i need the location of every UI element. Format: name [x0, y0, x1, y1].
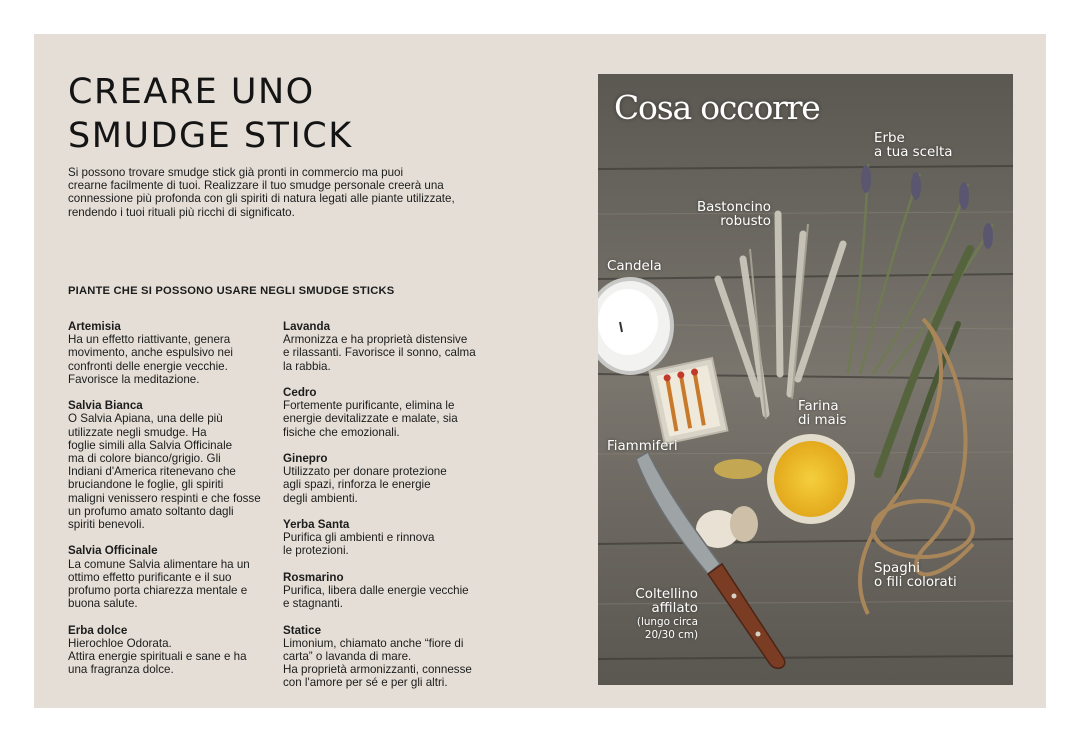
label-fiammiferi	[607, 440, 678, 454]
plant-description-line: Purifica gli ambienti e rinnova	[283, 531, 435, 545]
plant-description-line: Ha proprietà armonizzanti, connesse	[283, 663, 472, 677]
label-spaghi	[874, 562, 957, 589]
plant-entry	[68, 320, 278, 386]
plant-entry	[283, 571, 493, 611]
plant-description-line: buona salute.	[68, 597, 138, 611]
plant-description-line: Limonium, chiamato anche “fiore di	[283, 636, 464, 650]
page-title	[68, 70, 353, 158]
text-line: o fili colorati	[874, 574, 957, 590]
plant-description-line: con l'amore per sé e per gli altri.	[283, 676, 448, 690]
text-line: Candela	[607, 259, 662, 274]
plant-description-line: agli spazi, rinforza le energie	[283, 478, 431, 492]
label-candela	[607, 260, 662, 274]
plant-description-line: una fragranza dolce.	[68, 663, 174, 677]
plant-name: Ginepro	[283, 452, 328, 465]
plant-description-line: utilizzate negli smudge. Ha	[68, 425, 207, 439]
plant-description-line: bruciandone le foglie, gli spiriti	[68, 478, 224, 492]
plant-description-line: un profumo amato soltanto dagli	[68, 504, 234, 518]
text-line: Fiammiferi	[607, 439, 678, 454]
label-bastoncino	[691, 201, 771, 228]
plants-heading: PIANTE CHE SI POSSONO USARE NEGLI SMUDGE STICKS	[68, 285, 395, 297]
plants-column-right	[283, 320, 493, 703]
text-line: a tua scelta	[874, 144, 953, 160]
text-line: affilato	[651, 600, 698, 616]
plant-name: Rosmarino	[283, 570, 344, 584]
plant-description-line: le protezioni.	[283, 544, 349, 558]
label-erbe	[874, 132, 952, 159]
label-farina	[798, 400, 846, 427]
plant-description-line: ottimo effetto purificante e il suo	[68, 570, 232, 584]
text-line: connessione più profonda con gli spiriti di natura legati alle piante utilizzate,	[68, 192, 455, 206]
plant-description-line: movimento, anche espulsivo nei	[68, 346, 233, 360]
plant-description-line: O Salvia Apiana, una delle più	[68, 412, 223, 426]
plant-description-line: Armonizza e ha proprietà distensive	[283, 333, 468, 347]
plant-description-line: degli ambienti.	[283, 491, 358, 505]
text-line: Si possono trovare smudge stick già pronti in commercio ma puoi	[68, 166, 404, 179]
plant-entry	[283, 320, 493, 373]
plant-description-line: Indiani d'America ritenevano che	[68, 465, 236, 479]
label-coltellino	[618, 588, 698, 615]
text-line: Farina	[798, 399, 839, 414]
plant-description-line: Utilizzato per donare protezione	[283, 465, 447, 479]
plant-name: Cedro	[283, 386, 317, 399]
text-line: Coltellino	[635, 587, 698, 602]
plant-entry	[283, 452, 493, 505]
plant-description-line: Hierochloe Odorata.	[68, 636, 172, 650]
text-line: Erbe	[874, 131, 905, 146]
text-line: Spaghi	[874, 561, 920, 576]
plant-entry	[283, 386, 493, 439]
plant-description-line: e stagnanti.	[283, 597, 343, 611]
plant-name: Statice	[283, 623, 322, 637]
plant-description-line: Ha un effetto riattivante, genera	[68, 333, 231, 347]
plant-description-line: Attira energie spirituali e sane e ha	[68, 650, 247, 664]
plant-name: Yerba Santa	[283, 518, 350, 531]
plant-name: Lavanda	[283, 320, 331, 333]
plant-entry	[283, 518, 493, 558]
plant-description-line: la rabbia.	[283, 359, 331, 373]
plant-description-line: fisiche che emozionali.	[283, 425, 400, 439]
intro-paragraph	[68, 166, 488, 219]
plant-description-line: Favorisce la meditazione.	[68, 372, 200, 386]
text-line: crearne facilmente di tuoi. Realizzare il tuo smudge personale creerà una	[68, 179, 444, 193]
plant-description-line: carta” o lavanda di mare.	[283, 650, 412, 663]
text-line: (lungo circa	[636, 616, 698, 628]
text-line: rendendo i tuoi rituali più ricchi di significato.	[68, 205, 295, 219]
plant-description-line: Fortemente purificante, elimina le	[283, 399, 455, 413]
text-line: 20/30 cm)	[644, 628, 698, 641]
plant-description-line: e rilassanti. Favorisce il sonno, calma	[283, 346, 476, 360]
plant-description-line: confronti delle energie vecchie.	[68, 359, 228, 373]
text-line: SMUDGE STICK	[68, 116, 353, 156]
plant-entry	[283, 624, 493, 690]
plant-name: Artemisia	[68, 320, 121, 333]
plant-entry	[68, 624, 278, 677]
text-line: CREARE UNO	[68, 72, 315, 112]
ingredients-photo	[598, 74, 1013, 685]
plant-name: Salvia Bianca	[68, 399, 143, 413]
plant-description-line: spiriti benevoli.	[68, 518, 145, 532]
plant-description-line: maligni venissero respinti e che fosse	[68, 491, 261, 505]
plants-column-left	[68, 320, 278, 690]
plant-description-line: La comune Salvia alimentare ha un	[68, 557, 250, 571]
plant-name: Erba dolce	[68, 623, 128, 637]
plant-description-line: energie devitalizzate e malate, sia	[283, 412, 458, 426]
plant-name: Salvia Officinale	[68, 544, 158, 558]
label-coltellino-note	[618, 616, 698, 641]
plant-entry	[68, 399, 278, 531]
text-line: Bastoncino	[696, 200, 771, 215]
plant-description-line: profumo porta chiarezza mentale e	[68, 584, 248, 598]
plant-description-line: foglie simili alla Salvia Officinale	[68, 438, 233, 452]
plant-entry	[68, 544, 278, 610]
plant-description-line: Purifica, libera dalle energie vecchie	[283, 584, 469, 597]
photo-heading: Cosa occorre	[614, 88, 820, 127]
plant-description-line: ma di colore bianco/grigio. Gli	[68, 452, 221, 466]
text-line: di mais	[798, 412, 847, 428]
text-line: robusto	[720, 213, 771, 229]
